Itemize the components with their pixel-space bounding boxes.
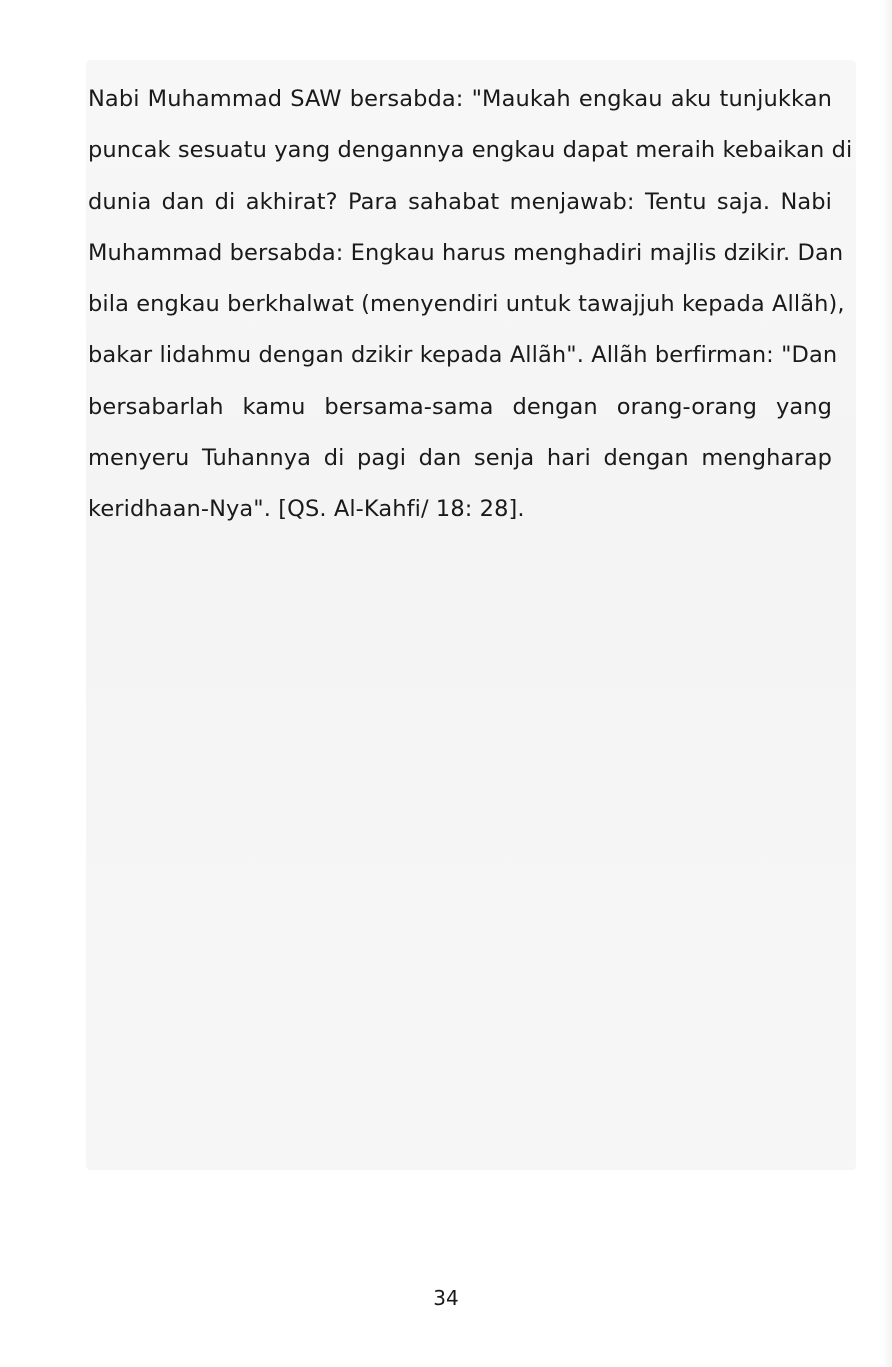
text-line: bersabarlah kamu bersama-sama dengan orang-orang yang <box>88 393 832 420</box>
text-line: bila engkau berkhalwat (menyendiri untuk tawajjuh kepada Allãh), <box>88 291 845 318</box>
text-line: bakar lidahmu dengan dzikir kepada Allãh". Allãh berfirman: "Dan <box>88 342 838 369</box>
text-line: Nabi Muhammad SAW bersabda: "Maukah engkau aku tunjukkan <box>88 86 832 112</box>
body-text <box>88 74 853 536</box>
page-edge <box>882 0 892 1367</box>
text-line: Muhammad bersabda: Engkau harus menghadiri majlis dzikir. Dan <box>88 239 844 266</box>
text-line: puncak sesuatu yang dengannya engkau dapat meraih kebaikan di <box>88 137 853 164</box>
text-line: dunia dan di akhirat? Para sahabat menjawab: Tentu saja. Nabi <box>88 188 832 215</box>
page-number: 34 <box>433 1286 459 1310</box>
text-line: menyeru Tuhannya di pagi dan senja hari dengan mengharap <box>88 445 832 472</box>
paragraph <box>88 74 853 536</box>
text-line: keridhaan-Nya". [QS. Al-Kahfi/ 18: 28]. <box>88 496 525 523</box>
